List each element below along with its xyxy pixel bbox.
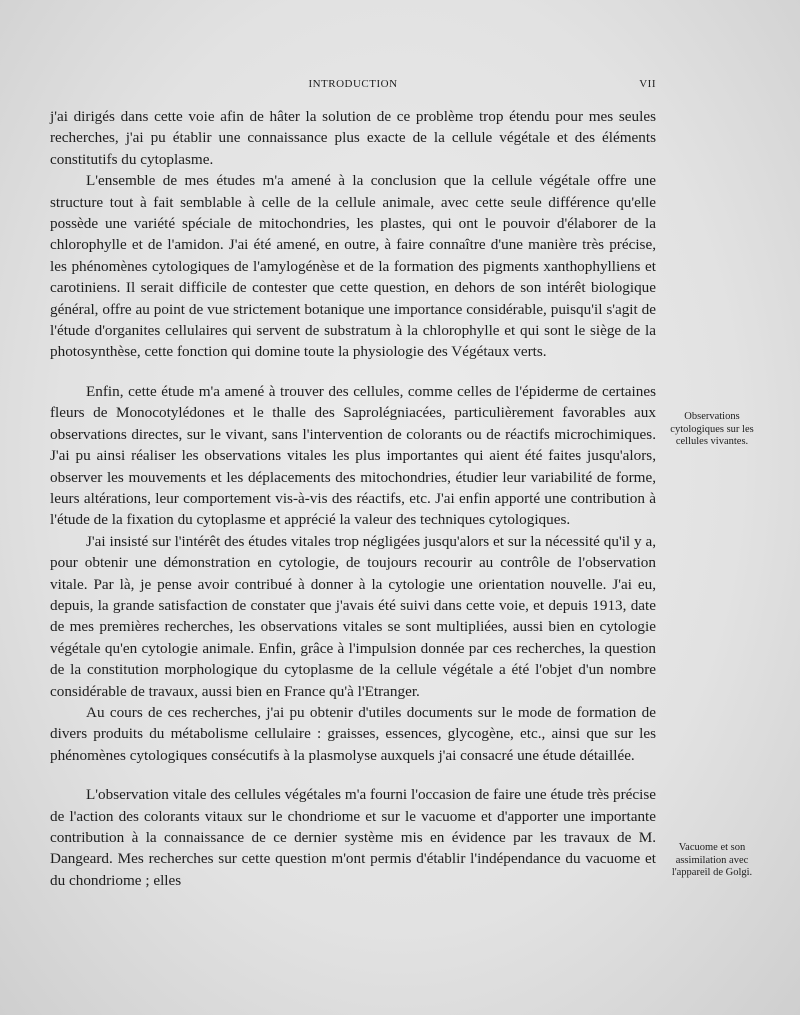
paragraph-2: L'ensemble de mes études m'a amené à la conclusion que la cellule végétale offre une structure tout à fait semblable à celle de la cellule animale, avec cette seule différence qu'elle possède une variété spéciale de mitochondries, les plastes, qui ont le pouvoir d'élaborer de la chlorophylle et de l'amidon. J'ai été amené, en outre, à faire connaître d'une manière très précise, les phénomènes cytologiques de l'amylogénèse et de la formation des pigments xanthophylliens et carotiniens. Il serait difficile de contester que cette question, en dehors de son intérêt biologique général, offre au point de vue strictement botanique une importance considérable, puisqu'il s'agit de l'étude d'organites cellulaires qui servent de substratum à la chlorophylle et qui sont le siège de la photosynthèse, cette fonction qui domine toute la physiologie des Végétaux verts. [50,172,656,361]
paragraph-5: Au cours de ces recherches, j'ai pu obtenir d'utiles documents sur le mode de formation de divers produits du métabolisme cellulaire : graisses, essences, glycogène, etc., ainsi que sur les phénomènes cytologiques consécutifs à la plasmolyse auxquels j'ai consacré une étude détaillée. [50,703,656,764]
paragraph-1: j'ai dirigés dans cette voie afin de hâter la solution de ce problème trop étendu pour mes seules recherches, j'ai pu établir une connaissance plus exacte de la cellule végétale et des éléments constitutifs du cytoplasme. [50,108,656,168]
paragraph-3: Enfin, cette étude m'a amené à trouver des cellules, comme celles de l'épiderme de certaines fleurs de Monocotylédones et le thalle des Saprolégniacées, particulièrement favorables aux observations directes, sur le vivant, sans l'intervention de colorants ou de réactifs microchimiques. J'ai pu ainsi réaliser les observations vitales les plus importantes qui aient été faites jusqu'alors, observer les mouvements et les déplacements des mitochondries, étudier leur variabilité de forme, leurs altérations, leur comportement vis-à-vis des réactifs, etc. J'ai enfin apporté une contribution à l'étude de la fixation du cytoplasme et apprécié la valeur des techniques cytologiques. [50,382,656,529]
margin-note-vacuome: Vacuome et son assimilation avec l'appareil de Golgi. [671,842,753,878]
body-text [50,106,656,891]
margin-note-observations: Observations cytologiques sur les cellules vivantes. [670,411,754,447]
page-number: VII [639,78,656,90]
paragraph-6: L'observation vitale des cellules végétales m'a fourni l'occasion de faire une étude très précise de l'action des colorants vitaux sur le chondriome et sur le vacuome et d'apporter une importante contribution à la connaissance de ce dernier système mis en évidence par les travaux de M. Dangeard. Mes recherches sur cette question m'ont permis d'établir l'indépendance du vacuome et du chondriome ; elles [50,786,656,889]
running-title: INTRODUCTION [308,78,398,90]
paragraph-4: J'ai insisté sur l'intérêt des études vitales trop négligées jusqu'alors et sur la nécessité qu'il y a, pour obtenir une démonstration en cytologie, de toujours recourir au contrôle de l'observation vitale. Par là, je pense avoir contribué à donner à la cytologie une orientation nouvelle. J'ai eu, depuis, la grande satisfaction de constater que j'avais été suivi dans cette voie, et depuis 1913, date de mes premières recherches, les observations vitales se sont multipliées, aussi bien en cytologie végétale qu'en cytologie animale. Enfin, grâce à l'impulsion donnée par ces recherches, la question de la constitution morphologique du cytoplasme de la cellule végétale a été l'objet d'un nombre considérable de travaux, aussi bien en France qu'à l'Etranger. [50,532,656,700]
